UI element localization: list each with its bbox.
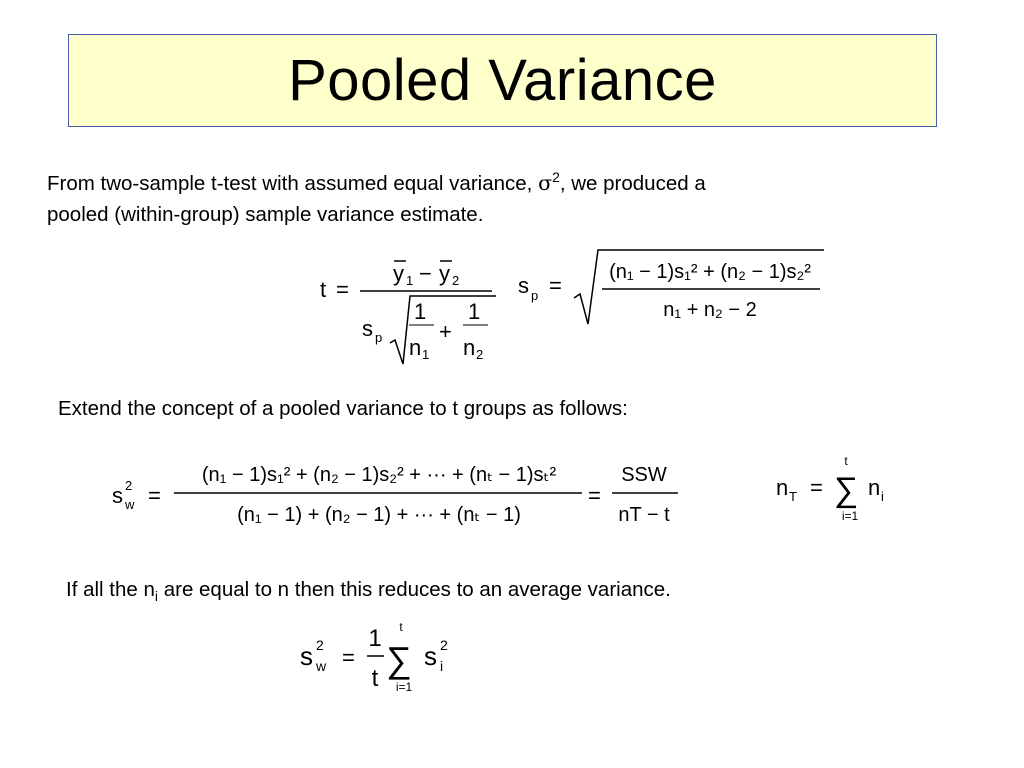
inner-plus: + <box>439 319 452 344</box>
num-minus: − <box>419 261 432 286</box>
one-1: 1 <box>414 299 427 324</box>
sp-lhs-symbol: s <box>518 273 529 298</box>
n1-symbol: n <box>409 335 422 360</box>
title-box <box>68 34 937 127</box>
sw-lhs-sup: 2 <box>125 478 133 493</box>
slide-title: Pooled Variance <box>288 48 717 113</box>
avg-frac-num: 1 <box>368 625 382 652</box>
sw-equals-2: = <box>588 483 601 508</box>
avg-sum-sign: ∑ <box>386 639 412 680</box>
avg-lhs-sup: 2 <box>316 637 324 653</box>
y2-symbol: y <box>439 261 450 286</box>
sp-equals: = <box>549 273 562 298</box>
sp-den-symbol: s <box>362 316 373 341</box>
sw-numerator: (n₁ − 1)s₁² + (n₂ − 1)s₂² + ··· + (nₜ − 1)sₜ² <box>201 464 557 486</box>
nt-lhs-sub: T <box>789 489 797 504</box>
ssw-denominator: nT − t <box>618 504 670 526</box>
intro-line1-a: From two-sample t-test with assumed equal variance, <box>47 171 533 195</box>
avg-sum-upper: t <box>399 620 403 634</box>
sw-lhs-sub: w <box>125 497 135 512</box>
avg-equals: = <box>342 645 355 670</box>
sw-lhs-symbol: s <box>112 483 123 508</box>
ifall-text-b: are equal to n then this reduces to an average variance. <box>158 578 671 601</box>
sigma-symbol: σ <box>538 170 553 195</box>
sp-den-sub: p <box>375 330 383 345</box>
avg-frac-den: t <box>371 665 379 692</box>
t-equals: = <box>336 277 349 302</box>
one-2: 1 <box>468 299 481 324</box>
sw-squared-equation <box>112 455 692 540</box>
nt-equals: = <box>810 475 823 500</box>
y1-symbol: y <box>393 261 404 286</box>
n2-sub: 2 <box>476 347 484 362</box>
intro-paragraph <box>47 162 927 230</box>
t-lhs: t <box>320 277 327 302</box>
nt-term-symbol: n <box>868 475 881 500</box>
avg-term-sub: i <box>440 658 444 674</box>
sp-denominator: n₁ + n₂ − 2 <box>663 299 757 321</box>
intro-line1-b: , we produced a <box>559 171 706 195</box>
ssw-label: SSW <box>621 464 667 486</box>
ifall-text-a: If all the n <box>66 578 155 601</box>
intro-line2: pooled (within-group) sample variance estimate. <box>47 202 484 226</box>
n2-symbol: n <box>463 335 476 360</box>
avg-term-sup: 2 <box>440 637 448 653</box>
avg-lhs-sub: w <box>316 658 327 674</box>
nt-sum-lower: i=1 <box>841 509 859 523</box>
y2-sub: 2 <box>452 273 460 288</box>
extend-paragraph: Extend the concept of a pooled variance to t groups as follows: <box>58 397 628 420</box>
t-statistic-equation <box>318 250 498 370</box>
avg-term-symbol: s <box>424 641 437 671</box>
nt-term-sub: i <box>881 489 884 504</box>
sw-denominator: (n₁ − 1) + (n₂ − 1) + ··· + (nₜ − 1) <box>237 504 521 526</box>
nt-sum-equation <box>776 452 906 532</box>
nt-sum-sign: ∑ <box>834 471 859 509</box>
sp-numerator: (n₁ − 1)s₁² + (n₂ − 1)s₂² <box>609 261 811 283</box>
n1-sub: 1 <box>422 347 430 362</box>
nt-sum-upper: t <box>844 454 848 468</box>
avg-sum-lower: i=1 <box>395 680 413 694</box>
sp-lhs-sub: p <box>531 288 539 303</box>
average-variance-equation <box>300 616 470 696</box>
nt-lhs-symbol: n <box>776 475 789 500</box>
avg-lhs-symbol: s <box>300 641 313 671</box>
ifall-sub: i <box>154 588 159 604</box>
pooled-sd-equation <box>518 248 838 338</box>
y1-sub: 1 <box>406 273 414 288</box>
ifall-paragraph <box>66 574 671 612</box>
sigma-exponent: 2 <box>552 169 560 185</box>
sw-equals: = <box>148 483 161 508</box>
